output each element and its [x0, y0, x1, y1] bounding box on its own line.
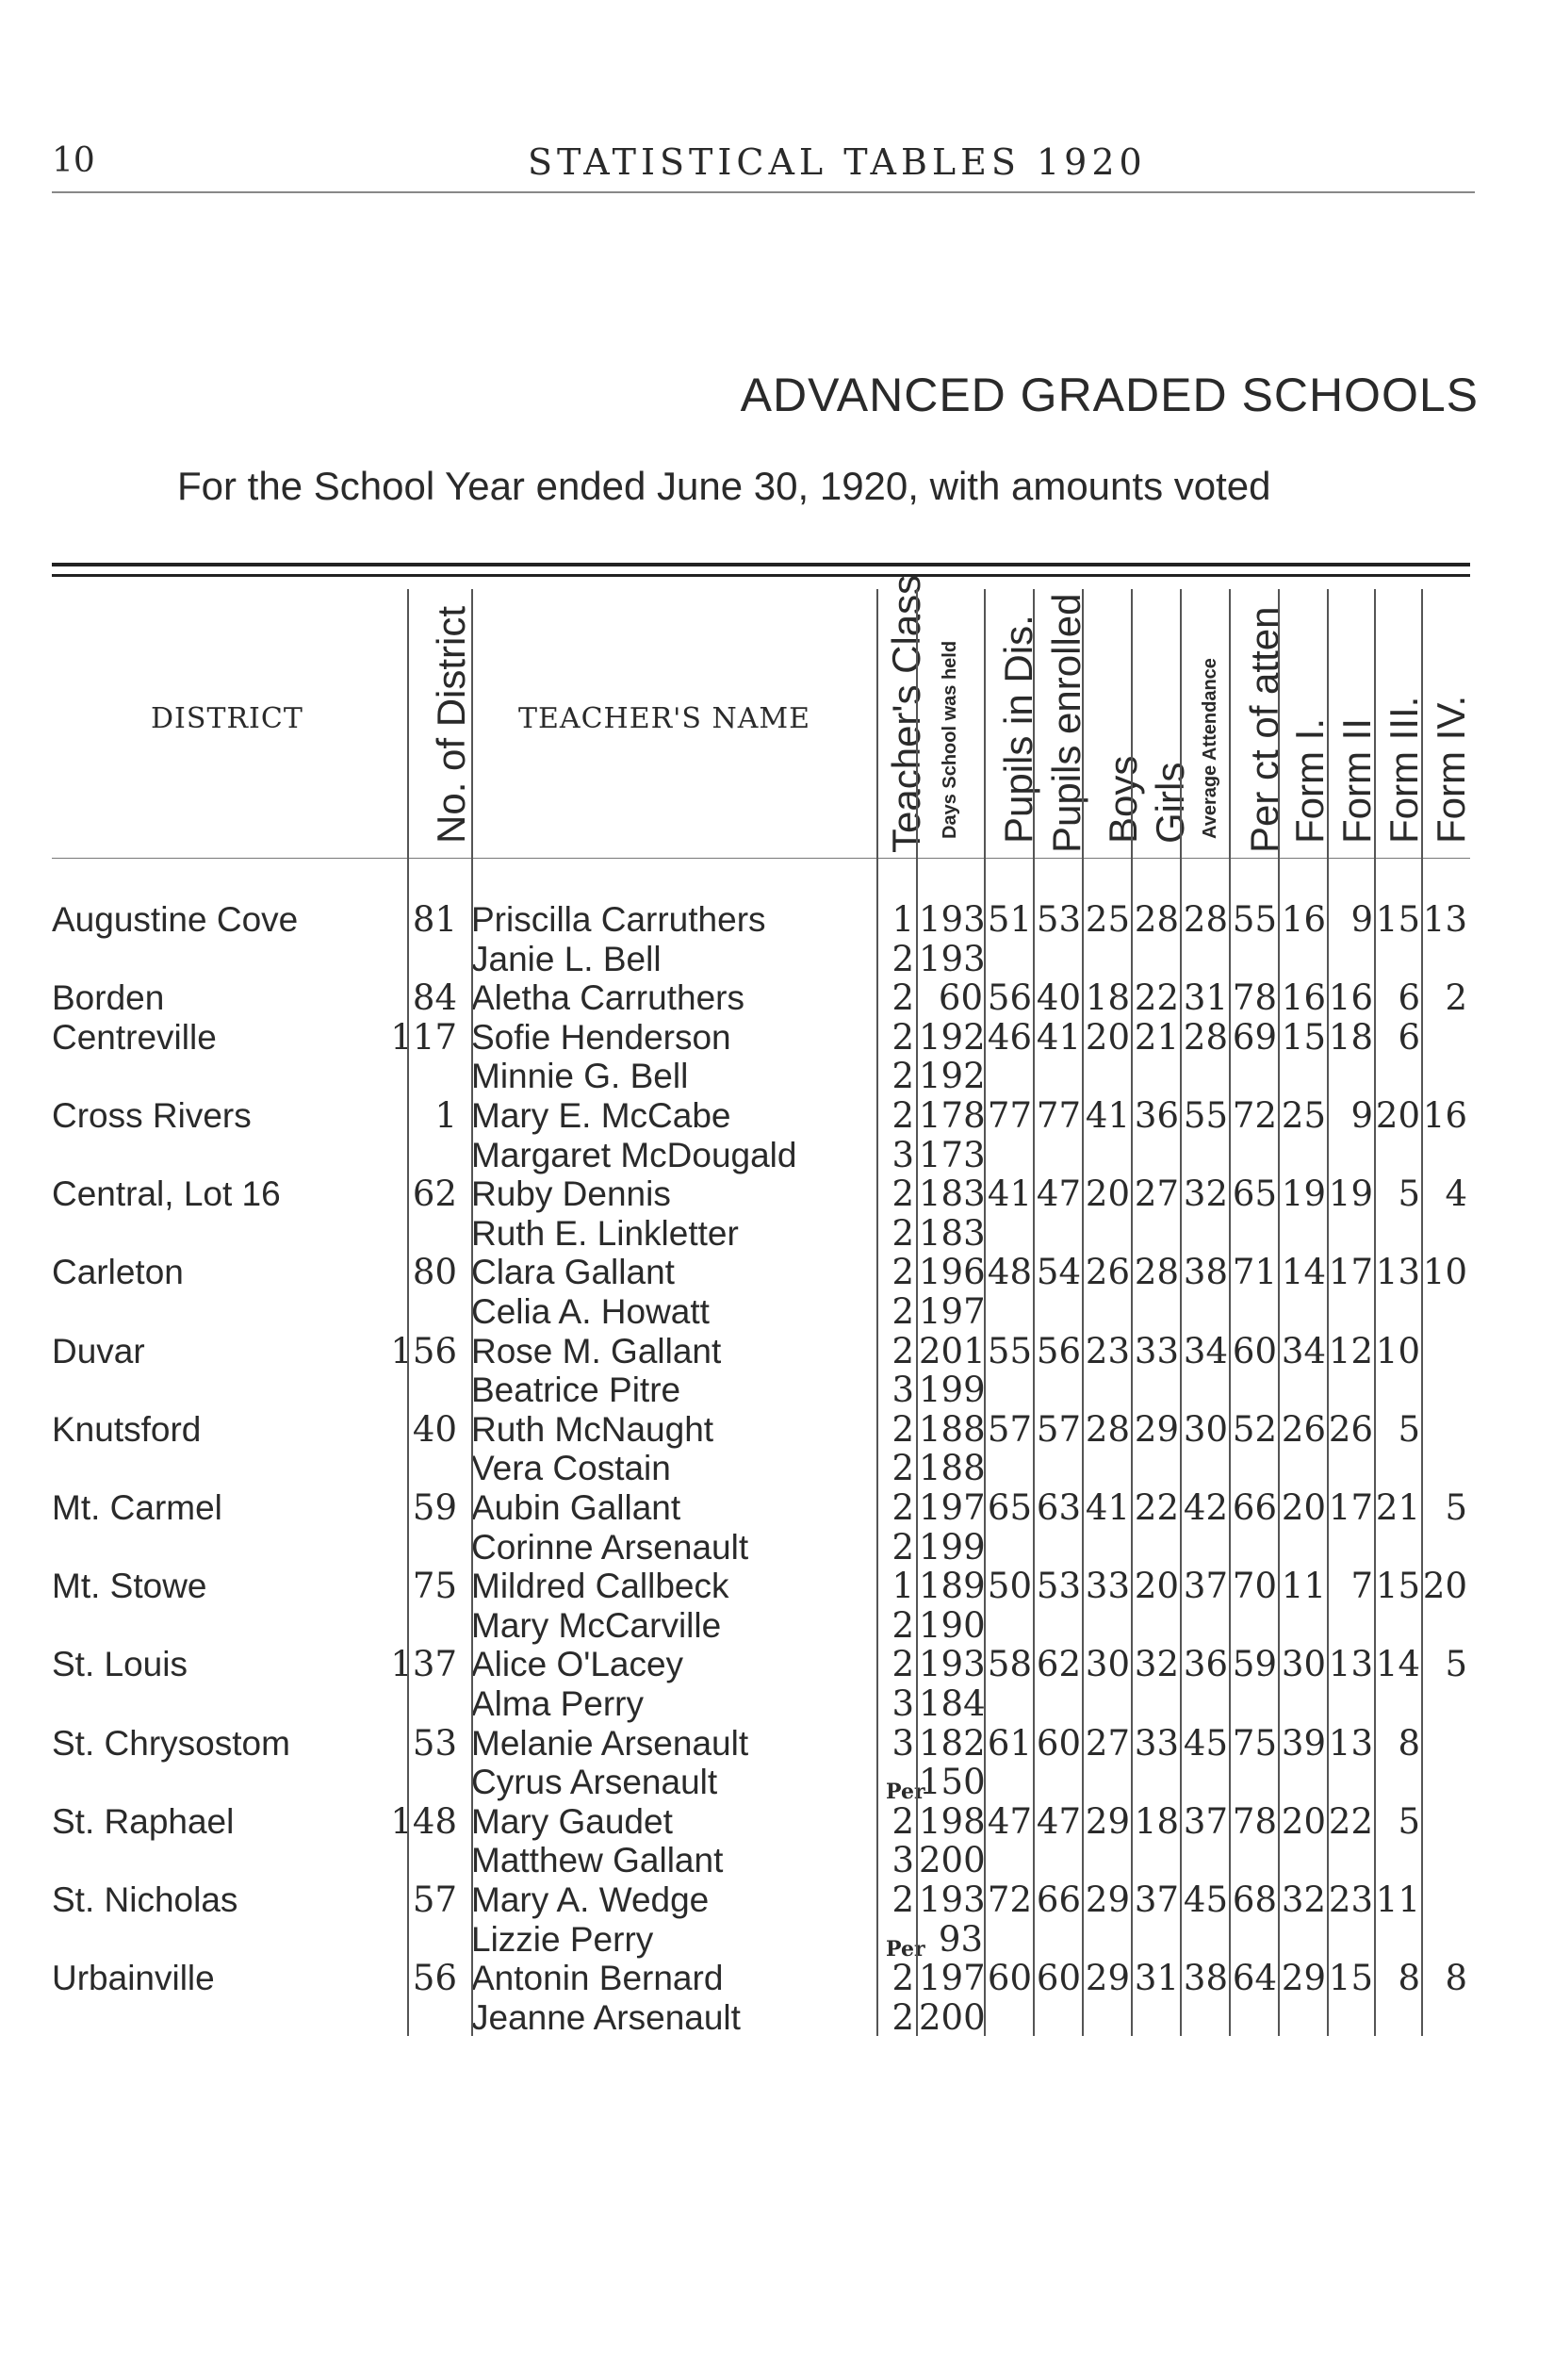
- form-3-cell: 6: [1398, 977, 1420, 1019]
- pupils-enrolled-cell: 53: [1036, 899, 1081, 940]
- header-per-ct-attendance: Per ct of atten: [1242, 606, 1286, 853]
- header-rule: [52, 191, 1475, 193]
- per-ct-attendance-cell: 52: [1232, 1408, 1277, 1450]
- header-girls: Girls: [1148, 762, 1192, 844]
- days-held-cell: 184: [919, 1683, 986, 1724]
- teacher-name-cell: Corinne Arsenault: [471, 1527, 749, 1567]
- pupils-enrolled-cell: 60: [1036, 1958, 1081, 1999]
- header-pupils-enrolled: Pupils enrolled: [1044, 593, 1088, 853]
- table-top-rule: [52, 563, 1470, 566]
- teacher-class-cell: 2: [892, 1604, 914, 1646]
- form-4-cell: 13: [1422, 899, 1467, 940]
- form-2-cell: 19: [1328, 1174, 1373, 1215]
- district-no-cell: 59: [412, 1487, 457, 1528]
- district-no-cell: 53: [412, 1722, 457, 1764]
- per-ct-attendance-cell: 70: [1232, 1566, 1277, 1607]
- form-3-cell: 5: [1398, 1408, 1420, 1450]
- avg-attendance-cell: 42: [1183, 1487, 1228, 1528]
- form-3-cell: 14: [1375, 1644, 1420, 1685]
- form-1-cell: 15: [1281, 1016, 1326, 1058]
- header-form-1: Form I.: [1287, 718, 1332, 844]
- column-divider: [1278, 589, 1280, 2036]
- teacher-name-cell: Beatrice Pitre: [471, 1371, 681, 1410]
- header-form-3: Form III.: [1382, 696, 1426, 844]
- per-ct-attendance-cell: 75: [1232, 1722, 1277, 1764]
- teacher-class-cell: 2: [892, 1644, 914, 1685]
- boys-cell: 20: [1085, 1174, 1130, 1215]
- form-3-cell: 8: [1398, 1958, 1420, 1999]
- form-1-cell: 19: [1281, 1174, 1326, 1215]
- header-form-2: Form II: [1334, 718, 1379, 844]
- header-pupils-in-dis: Pupils in Dis.: [996, 615, 1040, 844]
- district-no-cell: 137: [390, 1644, 457, 1685]
- form-2-cell: 26: [1328, 1408, 1373, 1450]
- pupils-in-dis-cell: 51: [987, 899, 1032, 940]
- form-3-cell: 11: [1375, 1879, 1420, 1920]
- teacher-name-cell: Ruth McNaught: [471, 1409, 714, 1449]
- days-held-cell: 192: [919, 1016, 986, 1058]
- days-held-cell: 178: [919, 1095, 986, 1136]
- pupils-in-dis-cell: 41: [987, 1174, 1032, 1215]
- form-2-cell: 9: [1350, 899, 1373, 940]
- girls-cell: 18: [1134, 1800, 1179, 1842]
- form-3-cell: 10: [1375, 1330, 1420, 1371]
- per-ct-attendance-cell: 78: [1232, 1800, 1277, 1842]
- teacher-class-cell: 2: [892, 1487, 914, 1528]
- teacher-name-cell: Jeanne Arsenault: [471, 1997, 741, 2037]
- girls-cell: 27: [1134, 1174, 1179, 1215]
- days-held-cell: 199: [919, 1370, 986, 1411]
- district-cell: St. Nicholas: [52, 1880, 238, 1919]
- district-cell: Central, Lot 16: [52, 1174, 281, 1214]
- pupils-in-dis-cell: 77: [987, 1095, 1032, 1136]
- pupils-in-dis-cell: 48: [987, 1252, 1032, 1293]
- district-cell: Borden: [52, 978, 165, 1018]
- page-title: ADVANCED GRADED SCHOOLS: [740, 369, 1479, 421]
- pupils-in-dis-cell: 57: [987, 1408, 1032, 1450]
- column-divider: [1033, 589, 1035, 2036]
- days-held-cell: 197: [919, 1487, 986, 1528]
- boys-cell: 29: [1085, 1958, 1130, 1999]
- boys-cell: 20: [1085, 1016, 1130, 1058]
- avg-attendance-cell: 31: [1183, 977, 1228, 1019]
- avg-attendance-cell: 30: [1183, 1408, 1228, 1450]
- running-head: [52, 141, 1484, 189]
- header-avg-attendance: Average Attendance: [1200, 658, 1220, 839]
- header-teacher-class: Teacher's Class: [884, 574, 928, 853]
- district-cell: Cross Rivers: [52, 1096, 252, 1135]
- girls-cell: 31: [1134, 1958, 1179, 1999]
- teacher-name-cell: Alice O'Lacey: [471, 1645, 684, 1684]
- column-divider: [984, 589, 986, 2036]
- header-district: DISTRICT: [151, 702, 303, 735]
- form-1-cell: 29: [1281, 1958, 1326, 1999]
- pupils-in-dis-cell: 60: [987, 1958, 1032, 1999]
- district-cell: Urbainville: [52, 1959, 215, 1998]
- teacher-name-cell: Matthew Gallant: [471, 1841, 724, 1880]
- teacher-class-cell: 2: [892, 1448, 914, 1489]
- pupils-in-dis-cell: 61: [987, 1722, 1032, 1764]
- column-divider: [407, 589, 409, 2036]
- girls-cell: 33: [1134, 1722, 1179, 1764]
- district-cell: Centreville: [52, 1017, 217, 1057]
- days-held-cell: 189: [919, 1566, 986, 1607]
- form-2-cell: 7: [1350, 1566, 1373, 1607]
- teacher-class-cell: 2: [892, 977, 914, 1019]
- teacher-name-cell: Mary E. McCabe: [471, 1096, 731, 1135]
- column-divider: [471, 589, 473, 2036]
- header-no-of-district: No. of District: [429, 605, 473, 844]
- per-ct-attendance-cell: 68: [1232, 1879, 1277, 1920]
- avg-attendance-cell: 45: [1183, 1722, 1228, 1764]
- teacher-class-cell: 2: [892, 938, 914, 979]
- form-1-cell: 20: [1281, 1800, 1326, 1842]
- district-no-cell: 156: [390, 1330, 457, 1371]
- teacher-class-cell: 1: [892, 899, 914, 940]
- form-4-cell: 10: [1422, 1252, 1467, 1293]
- form-2-cell: 13: [1328, 1722, 1373, 1764]
- pupils-in-dis-cell: 65: [987, 1487, 1032, 1528]
- teacher-name-cell: Mildred Callbeck: [471, 1567, 729, 1606]
- table-top-rule-inner: [52, 574, 1470, 577]
- form-2-cell: 13: [1328, 1644, 1373, 1685]
- form-4-cell: 8: [1445, 1958, 1467, 1999]
- girls-cell: 37: [1134, 1879, 1179, 1920]
- teacher-class-cell: 2: [892, 1291, 914, 1332]
- avg-attendance-cell: 45: [1183, 1879, 1228, 1920]
- header-boys: Boys: [1101, 755, 1145, 844]
- pupils-in-dis-cell: 56: [987, 977, 1032, 1019]
- avg-attendance-cell: 36: [1183, 1644, 1228, 1685]
- days-held-cell: 183: [919, 1174, 986, 1215]
- teacher-name-cell: Sofie Henderson: [471, 1017, 731, 1057]
- teacher-name-cell: Janie L. Bell: [471, 939, 662, 978]
- per-ct-attendance-cell: 60: [1232, 1330, 1277, 1371]
- form-1-cell: 32: [1281, 1879, 1326, 1920]
- avg-attendance-cell: 37: [1183, 1566, 1228, 1607]
- days-held-cell: 190: [919, 1604, 986, 1646]
- district-cell: Duvar: [52, 1331, 145, 1371]
- pupils-enrolled-cell: 41: [1036, 1016, 1081, 1058]
- form-4-cell: 16: [1422, 1095, 1467, 1136]
- teacher-name-cell: Ruby Dennis: [471, 1174, 671, 1214]
- girls-cell: 29: [1134, 1408, 1179, 1450]
- pupils-enrolled-cell: 40: [1036, 977, 1081, 1019]
- teacher-name-cell: Aletha Carruthers: [471, 978, 744, 1018]
- teacher-class-cell: Per: [886, 1780, 925, 1805]
- days-held-cell: 93: [938, 1918, 983, 1960]
- district-cell: St. Chrysostom: [52, 1723, 290, 1763]
- district-cell: Mt. Stowe: [52, 1567, 207, 1606]
- teacher-name-cell: Mary A. Wedge: [471, 1880, 710, 1919]
- teacher-name-cell: Vera Costain: [471, 1449, 671, 1488]
- boys-cell: 27: [1085, 1722, 1130, 1764]
- days-held-cell: 200: [919, 1996, 986, 2038]
- form-2-cell: 9: [1350, 1095, 1373, 1136]
- boys-cell: 26: [1085, 1252, 1130, 1293]
- form-1-cell: 20: [1281, 1487, 1326, 1528]
- teacher-class-cell: 1: [892, 1566, 914, 1607]
- pupils-enrolled-cell: 54: [1036, 1252, 1081, 1293]
- form-1-cell: 16: [1281, 977, 1326, 1019]
- form-4-cell: 2: [1445, 977, 1467, 1019]
- pupils-in-dis-cell: 50: [987, 1566, 1032, 1607]
- per-ct-attendance-cell: 59: [1232, 1644, 1277, 1685]
- teacher-name-cell: Melanie Arsenault: [471, 1723, 749, 1763]
- column-divider: [1229, 589, 1231, 2036]
- days-held-cell: 199: [919, 1526, 986, 1568]
- boys-cell: 29: [1085, 1800, 1130, 1842]
- teacher-name-cell: Aubin Gallant: [471, 1488, 681, 1527]
- pupils-in-dis-cell: 55: [987, 1330, 1032, 1371]
- column-divider: [1131, 589, 1133, 2036]
- days-held-cell: 188: [919, 1408, 986, 1450]
- pupils-in-dis-cell: 72: [987, 1879, 1032, 1920]
- district-cell: Carleton: [52, 1253, 184, 1292]
- days-held-cell: 193: [919, 1644, 986, 1685]
- girls-cell: 21: [1134, 1016, 1179, 1058]
- girls-cell: 22: [1134, 977, 1179, 1019]
- avg-attendance-cell: 38: [1183, 1958, 1228, 1999]
- teacher-class-cell: 3: [892, 1134, 914, 1175]
- per-ct-attendance-cell: 66: [1232, 1487, 1277, 1528]
- teacher-class-cell: 2: [892, 1526, 914, 1568]
- district-cell: Augustine Cove: [52, 900, 299, 939]
- form-1-cell: 25: [1281, 1095, 1326, 1136]
- days-held-cell: 193: [919, 899, 986, 940]
- teacher-name-cell: Rose M. Gallant: [471, 1331, 722, 1371]
- teacher-class-cell: 2: [892, 1879, 914, 1920]
- pupils-in-dis-cell: 47: [987, 1800, 1032, 1842]
- teacher-name-cell: Ruth E. Linkletter: [471, 1213, 739, 1253]
- teacher-class-cell: 2: [892, 1056, 914, 1097]
- teacher-class-cell: 2: [892, 1174, 914, 1215]
- page-subtitle: For the School Year ended June 30, 1920, with amounts voted: [177, 464, 1271, 508]
- teacher-name-cell: Alma Perry: [471, 1684, 644, 1723]
- teacher-class-cell: 2: [892, 1212, 914, 1254]
- boys-cell: 28: [1085, 1408, 1130, 1450]
- district-no-cell: 148: [390, 1800, 457, 1842]
- days-held-cell: 201: [919, 1330, 986, 1371]
- teacher-name-cell: Margaret McDougald: [471, 1135, 797, 1174]
- teacher-class-cell: Per: [886, 1936, 925, 1961]
- district-cell: St. Raphael: [52, 1801, 235, 1841]
- teacher-class-cell: 2: [892, 1800, 914, 1842]
- district-no-cell: 1: [434, 1095, 457, 1136]
- per-ct-attendance-cell: 78: [1232, 977, 1277, 1019]
- form-2-cell: 23: [1328, 1879, 1373, 1920]
- column-divider: [876, 589, 878, 2036]
- teacher-class-cell: 2: [892, 1958, 914, 1999]
- form-1-cell: 14: [1281, 1252, 1326, 1293]
- teacher-class-cell: 2: [892, 1252, 914, 1293]
- form-3-cell: 8: [1398, 1722, 1420, 1764]
- girls-cell: 28: [1134, 1252, 1179, 1293]
- days-held-cell: 198: [919, 1800, 986, 1842]
- boys-cell: 29: [1085, 1879, 1130, 1920]
- per-ct-attendance-cell: 64: [1232, 1958, 1277, 1999]
- days-held-cell: 197: [919, 1291, 986, 1332]
- days-held-cell: 150: [919, 1762, 986, 1803]
- form-1-cell: 30: [1281, 1644, 1326, 1685]
- running-title: STATISTICAL TABLES 1920: [528, 141, 1147, 183]
- girls-cell: 28: [1134, 899, 1179, 940]
- teacher-class-cell: 2: [892, 1408, 914, 1450]
- form-1-cell: 34: [1281, 1330, 1326, 1371]
- teacher-class-cell: 2: [892, 1330, 914, 1371]
- boys-cell: 33: [1085, 1566, 1130, 1607]
- teacher-class-cell: 3: [892, 1722, 914, 1764]
- per-ct-attendance-cell: 55: [1232, 899, 1277, 940]
- avg-attendance-cell: 34: [1183, 1330, 1228, 1371]
- form-1-cell: 39: [1281, 1722, 1326, 1764]
- form-4-cell: 5: [1445, 1644, 1467, 1685]
- teacher-name-cell: Antonin Bernard: [471, 1959, 724, 1998]
- per-ct-attendance-cell: 65: [1232, 1174, 1277, 1215]
- teacher-class-cell: 2: [892, 1016, 914, 1058]
- days-held-cell: 188: [919, 1448, 986, 1489]
- pupils-enrolled-cell: 63: [1036, 1487, 1081, 1528]
- days-held-cell: 60: [938, 977, 983, 1019]
- days-held-cell: 193: [919, 1879, 986, 1920]
- district-no-cell: 80: [412, 1252, 457, 1293]
- teacher-class-cell: 2: [892, 1996, 914, 2038]
- boys-cell: 18: [1085, 977, 1130, 1019]
- avg-attendance-cell: 55: [1183, 1095, 1228, 1136]
- girls-cell: 32: [1134, 1644, 1179, 1685]
- pupils-enrolled-cell: 47: [1036, 1800, 1081, 1842]
- form-3-cell: 15: [1375, 1566, 1420, 1607]
- column-divider: [1374, 589, 1376, 2036]
- form-4-cell: 20: [1422, 1566, 1467, 1607]
- column-divider: [1082, 589, 1084, 2036]
- header-form-4: Form IV.: [1429, 695, 1473, 844]
- form-2-cell: 22: [1328, 1800, 1373, 1842]
- teacher-name-cell: Cyrus Arsenault: [471, 1763, 718, 1802]
- girls-cell: 22: [1134, 1487, 1179, 1528]
- form-3-cell: 20: [1375, 1095, 1420, 1136]
- days-held-cell: 193: [919, 938, 986, 979]
- teacher-name-cell: Lizzie Perry: [471, 1919, 654, 1959]
- pupils-enrolled-cell: 60: [1036, 1722, 1081, 1764]
- page-number: 10: [52, 141, 95, 180]
- district-no-cell: 62: [412, 1174, 457, 1215]
- header-teacher-name: TEACHER'S NAME: [518, 702, 811, 735]
- form-3-cell: 15: [1375, 899, 1420, 940]
- form-3-cell: 5: [1398, 1174, 1420, 1215]
- district-no-cell: 56: [412, 1958, 457, 1999]
- boys-cell: 30: [1085, 1644, 1130, 1685]
- per-ct-attendance-cell: 71: [1232, 1252, 1277, 1293]
- pupils-enrolled-cell: 47: [1036, 1174, 1081, 1215]
- district-no-cell: 81: [412, 899, 457, 940]
- form-1-cell: 11: [1281, 1566, 1326, 1607]
- form-3-cell: 21: [1375, 1487, 1420, 1528]
- form-3-cell: 13: [1375, 1252, 1420, 1293]
- district-no-cell: 75: [412, 1566, 457, 1607]
- days-held-cell: 192: [919, 1056, 986, 1097]
- avg-attendance-cell: 28: [1183, 899, 1228, 940]
- pupils-enrolled-cell: 56: [1036, 1330, 1081, 1371]
- boys-cell: 23: [1085, 1330, 1130, 1371]
- boys-cell: 41: [1085, 1487, 1130, 1528]
- form-2-cell: 17: [1328, 1487, 1373, 1528]
- pupils-in-dis-cell: 46: [987, 1016, 1032, 1058]
- form-4-cell: 4: [1445, 1174, 1467, 1215]
- form-2-cell: 18: [1328, 1016, 1373, 1058]
- form-1-cell: 16: [1281, 899, 1326, 940]
- per-ct-attendance-cell: 69: [1232, 1016, 1277, 1058]
- column-divider: [1327, 589, 1329, 2036]
- pupils-enrolled-cell: 57: [1036, 1408, 1081, 1450]
- pupils-enrolled-cell: 62: [1036, 1644, 1081, 1685]
- days-held-cell: 173: [919, 1134, 986, 1175]
- form-3-cell: 6: [1398, 1016, 1420, 1058]
- girls-cell: 20: [1134, 1566, 1179, 1607]
- district-cell: St. Louis: [52, 1645, 188, 1684]
- form-2-cell: 17: [1328, 1252, 1373, 1293]
- teacher-name-cell: Priscilla Carruthers: [471, 900, 766, 939]
- header-days-held: Days School was held: [940, 640, 960, 839]
- teacher-class-cell: 3: [892, 1683, 914, 1724]
- district-no-cell: 57: [412, 1879, 457, 1920]
- header-bottom-rule: [52, 858, 1470, 859]
- teacher-class-cell: 2: [892, 1095, 914, 1136]
- pupils-in-dis-cell: 58: [987, 1644, 1032, 1685]
- column-divider: [1421, 589, 1423, 2036]
- form-2-cell: 16: [1328, 977, 1373, 1019]
- teacher-name-cell: Clara Gallant: [471, 1253, 675, 1292]
- teacher-name-cell: Celia A. Howatt: [471, 1292, 710, 1331]
- girls-cell: 33: [1134, 1330, 1179, 1371]
- days-held-cell: 200: [919, 1840, 986, 1881]
- district-no-cell: 117: [390, 1016, 457, 1058]
- girls-cell: 36: [1134, 1095, 1179, 1136]
- form-2-cell: 12: [1328, 1330, 1373, 1371]
- form-1-cell: 26: [1281, 1408, 1326, 1450]
- avg-attendance-cell: 32: [1183, 1174, 1228, 1215]
- per-ct-attendance-cell: 72: [1232, 1095, 1277, 1136]
- days-held-cell: 183: [919, 1212, 986, 1254]
- days-held-cell: 196: [919, 1252, 986, 1293]
- days-held-cell: 197: [919, 1958, 986, 1999]
- teacher-class-cell: 3: [892, 1840, 914, 1881]
- avg-attendance-cell: 37: [1183, 1800, 1228, 1842]
- boys-cell: 41: [1085, 1095, 1130, 1136]
- pupils-enrolled-cell: 77: [1036, 1095, 1081, 1136]
- district-no-cell: 40: [412, 1408, 457, 1450]
- column-divider: [1180, 589, 1182, 2036]
- district-cell: Mt. Carmel: [52, 1488, 222, 1527]
- district-no-cell: 84: [412, 977, 457, 1019]
- avg-attendance-cell: 28: [1183, 1016, 1228, 1058]
- form-3-cell: 5: [1398, 1800, 1420, 1842]
- form-2-cell: 15: [1328, 1958, 1373, 1999]
- boys-cell: 25: [1085, 899, 1130, 940]
- days-held-cell: 182: [919, 1722, 986, 1764]
- teacher-class-cell: 3: [892, 1370, 914, 1411]
- district-cell: Knutsford: [52, 1409, 202, 1449]
- teacher-name-cell: Mary McCarville: [471, 1605, 722, 1645]
- form-4-cell: 5: [1445, 1487, 1467, 1528]
- pupils-enrolled-cell: 53: [1036, 1566, 1081, 1607]
- pupils-enrolled-cell: 66: [1036, 1879, 1081, 1920]
- teacher-name-cell: Minnie G. Bell: [471, 1057, 689, 1096]
- column-divider: [916, 589, 918, 2036]
- avg-attendance-cell: 38: [1183, 1252, 1228, 1293]
- teacher-name-cell: Mary Gaudet: [471, 1801, 673, 1841]
